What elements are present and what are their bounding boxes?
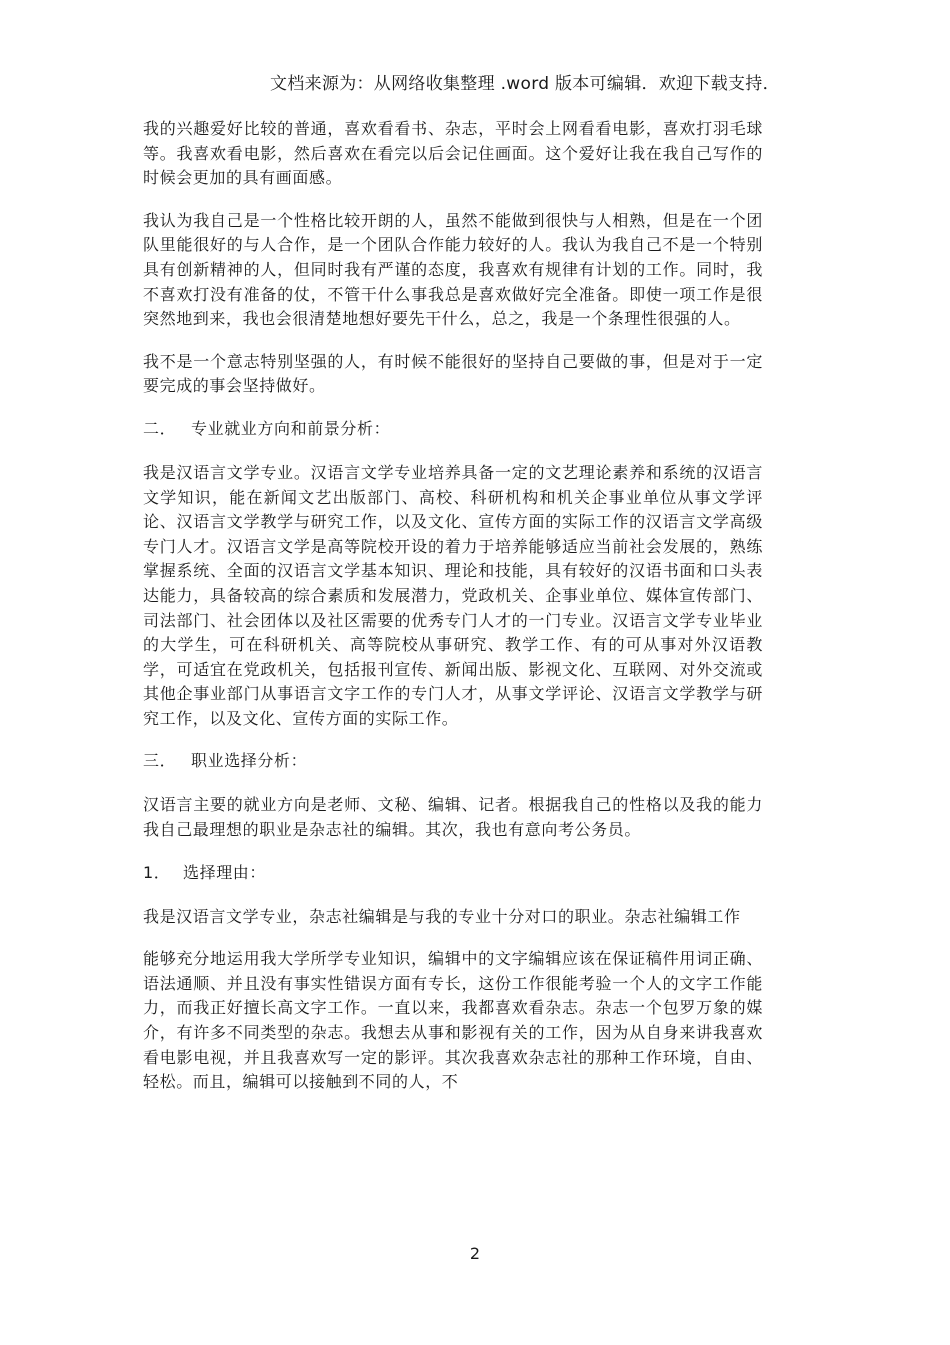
paragraph-hobbies: 我的兴趣爱好比较的普通，喜欢看看书、杂志，平时会上网看看电影，喜欢打羽毛球等。我喜欢看电影，然后喜欢在看完以后会记住画面。这个爱好让我在我自己写作的时候会更加的具有画面感。: [143, 119, 763, 188]
document-body: [143, 117, 763, 1113]
paragraph-reason-intro: 我是汉语言文学专业，杂志社编辑是与我的专业十分对口的职业。杂志社编辑工作: [143, 906, 741, 926]
document-source-header: 文档来源为：从网络收集整理 .word 版本可编辑．欢迎下载支持．: [270, 74, 780, 94]
paragraph-personality: 我认为我自己是一个性格比较开朗的人，虽然不能做到很快与人相熟，但是在一个团队里能很好的与人合作，是一个团队合作能力较好的人。我认为我自己不是一个特别具有创新精神的人，但同时我有严谨的态度，我喜欢有规律有计划的工作。同时，我不喜欢打没有准备的仗，不管干什么事我总是喜欢做好完全准备。即使一项工作是很突然地到来，我也会很清楚地想好要先干什么，总之，我是一个条理性很强的人。: [143, 210, 763, 329]
subsection-heading-reasons: [143, 861, 763, 885]
section-title: 职业选择分析：: [191, 751, 308, 771]
page-number: 2: [469, 1244, 481, 1263]
section-number: 二．: [143, 418, 177, 438]
subsection-title: 选择理由：: [183, 862, 267, 882]
section-heading-career-choice: [143, 749, 763, 773]
paragraph-reason-detail: 能够充分地运用我大学所学专业知识，编辑中的文字编辑应该在保证稿件用词正确、语法通顺、并且没有事实性错误方面有专长，这份工作很能考验一个人的文字工作能力，而我正好擅长高文字工作。一直以来，我都喜欢看杂志。杂志一个包罗万象的媒介，有许多不同类型的杂志。我想去从事和影视有关的工作，因为从自身来讲我喜欢看电影电视，并且我喜欢写一定的影评。其次我喜欢杂志社的那种工作环境，自由、轻松。而且，编辑可以接触到不同的人，不: [143, 949, 763, 1092]
section-number: 三．: [143, 751, 177, 771]
paragraph-willpower: 我不是一个意志特别坚强的人，有时候不能很好的坚持自己要做的事，但是对于一定要完成的事会坚持做好。: [143, 351, 763, 396]
paragraph-career-direction: 汉语言主要的就业方向是老师、文秘、编辑、记者。根据我自己的性格以及我的能力我自己最理想的职业是杂志社的编辑。其次，我也有意向考公务员。: [143, 795, 763, 840]
subsection-number: 1．: [143, 862, 171, 882]
section-title: 专业就业方向和前景分析：: [191, 418, 391, 438]
paragraph-major-description: 我是汉语言文学专业。汉语言文学专业培养具备一定的文艺理论素养和系统的汉语言文学知识，能在新闻文艺出版部门、高校、科研机构和机关企事业单位从事文学评论、汉语言文学教学与研究工作，以及文化、宣传方面的实际工作的汉语言文学高级专门人才。汉语言文学是高等院校开设的着力于培养能够适应当前社会发展的，熟练掌握系统、全面的汉语言文学基本知识、理论和技能，具有较好的汉语书面和口头表达能力，具备较高的综合素质和发展潜力，党政机关、企事业单位、媒体宣传部门、司法部门、社会团体以及社区需要的优秀专门人才的一门专业。汉语言文学专业毕业的大学生，可在科研机关、高等院校从事研究、教学工作、有的可从事对外汉语教学，可适宜在党政机关，包括报刊宣传、新闻出版、影视文化、互联网、对外交流或其他企事业部门从事语言文字工作的专门人才，从事文学评论、汉语言文学教学与研究工作，以及文化、宣传方面的实际工作。: [143, 462, 763, 728]
section-heading-major-analysis: [143, 417, 763, 441]
